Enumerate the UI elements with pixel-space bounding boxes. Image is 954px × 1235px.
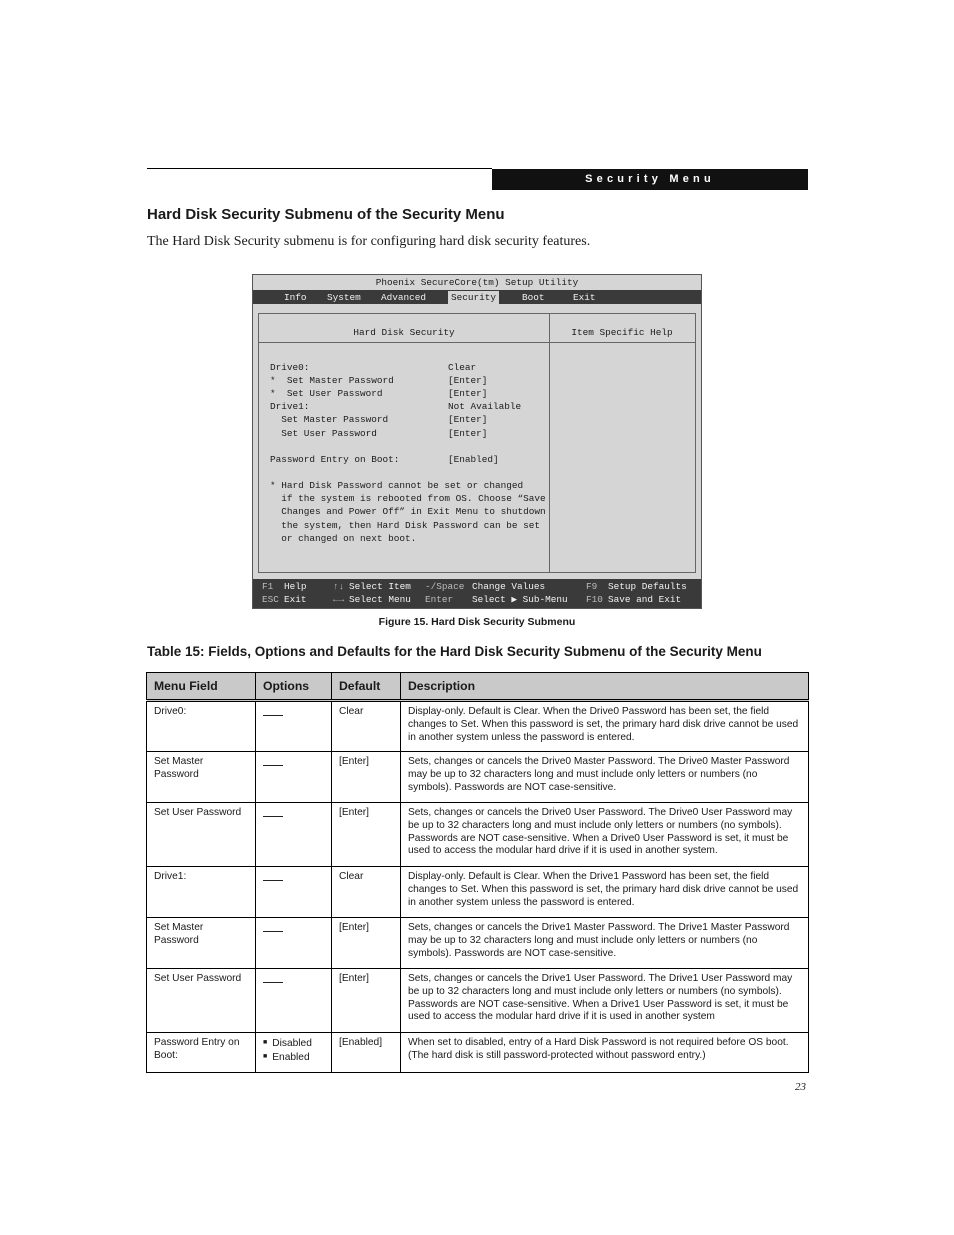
key-enter: Enter — [425, 594, 454, 605]
menu-field-cell: Password Entry on Boot: — [147, 1033, 256, 1073]
option-disabled: ■ Disabled — [263, 1037, 324, 1051]
key-f10: F10 — [586, 594, 603, 605]
table-row — [147, 701, 809, 752]
no-options-dash — [263, 706, 283, 716]
bios-row-value[interactable]: [Enter] — [448, 375, 488, 386]
bios-row-label: Drive0: — [270, 362, 310, 373]
bios-help-header: Item Specific Help — [571, 327, 673, 338]
description-cell: When set to disabled, entry of a Hard Disk Password is not required before OS boot. (The hard disk is still password-protected without password entry.) — [401, 1033, 809, 1073]
column-header: Default — [332, 673, 401, 701]
arrow-left-right-icon: ←→ — [333, 594, 345, 605]
bios-menu-boot[interactable]: Boot — [522, 292, 545, 303]
bios-note-line: if the system is rebooted from OS. Choose “Save — [270, 493, 546, 504]
bios-title: Phoenix SecureCore(tm) Setup Utility — [375, 277, 579, 288]
no-options-dash — [263, 756, 283, 766]
bios-menu-system[interactable]: System — [327, 292, 361, 303]
no-options-dash — [263, 973, 283, 983]
section-banner: Security Menu — [492, 169, 808, 190]
bios-note-line: or changed on next boot. — [270, 533, 417, 544]
default-cell: Clear — [332, 867, 401, 918]
fields-table — [146, 672, 809, 1073]
menu-field-cell: Set Master Password — [147, 752, 256, 803]
description-cell: Sets, changes or cancels the Drive1 User Password. The Drive1 User Password may be up to 32 characters long and must include only letters or numbers (no symbols). Passwords are NOT case-sensitive. When a Drive1 User Password is set, it must be used to access the modular hard drive if it is used in another system — [401, 969, 809, 1033]
table-row — [147, 752, 809, 803]
bios-note-line: Changes and Power Off” in Exit Menu to shutdown — [270, 506, 546, 517]
no-options-dash — [263, 922, 283, 932]
table-header-row — [147, 673, 809, 701]
key-f9: F9 — [586, 581, 598, 592]
bios-note-line: * Hard Disk Password cannot be set or changed — [270, 480, 524, 491]
bios-footer — [253, 579, 701, 608]
select-menu-desc: Select Menu — [349, 594, 411, 605]
bios-row-value[interactable]: [Enter] — [448, 414, 488, 425]
key-f1-desc: Help — [284, 581, 307, 592]
bios-row-value[interactable]: [Enter] — [448, 428, 488, 439]
default-cell: [Enter] — [332, 918, 401, 969]
options-cell — [256, 867, 332, 918]
menu-field-cell: Set User Password — [147, 803, 256, 867]
column-header: Options — [256, 673, 332, 701]
section-heading: Hard Disk Security Submenu of the Security Menu — [147, 206, 505, 223]
description-cell: Sets, changes or cancels the Drive0 User Password. The Drive0 User Password may be up to 32 characters long and must include only letters or numbers (no symbols). Passwords are NOT case-sensitive. When a Drive0 User Password is set, it must be used to access the modular hard drive if it is used in another system. — [401, 803, 809, 867]
bios-note-line: the system, then Hard Disk Password can be set — [270, 520, 541, 531]
key-f1: F1 — [262, 581, 274, 592]
bios-row-label[interactable]: Password Entry on Boot: — [270, 454, 400, 465]
default-cell: Clear — [332, 701, 401, 752]
bios-menu-exit[interactable]: Exit — [573, 292, 596, 303]
bios-panel-header: Hard Disk Security — [353, 327, 455, 338]
bios-row-label[interactable]: * Set User Password — [270, 388, 383, 399]
bios-row-label[interactable]: Set Master Password — [270, 414, 389, 425]
bios-row-value: Clear — [448, 362, 477, 373]
description-cell: Sets, changes or cancels the Drive0 Master Password. The Drive0 Master Password may be up to 32 characters long and must include only letters or numbers (no symbols). Passwords are NOT case-sensitive. — [401, 752, 809, 803]
description-cell: Sets, changes or cancels the Drive1 Master Password. The Drive1 Master Password may be up to 32 characters long and must include only letters or numbers (no symbols). Passwords are NOT case-sensitive. — [401, 918, 809, 969]
figure-caption: Figure 15. Hard Disk Security Submenu — [378, 616, 576, 628]
options-cell — [256, 803, 332, 867]
bios-row-label[interactable]: Set User Password — [270, 428, 377, 439]
default-cell: [Enabled] — [332, 1033, 401, 1073]
options-cell — [256, 1033, 332, 1073]
bios-menu-advanced[interactable]: Advanced — [381, 292, 427, 303]
key-f10-desc: Save and Exit — [608, 594, 682, 605]
bios-help-panel — [549, 313, 696, 573]
column-header: Menu Field — [147, 673, 256, 701]
default-cell: [Enter] — [332, 752, 401, 803]
column-header: Description — [401, 673, 809, 701]
table-row — [147, 867, 809, 918]
table-row — [147, 969, 809, 1033]
arrow-up-down-icon: ↑↓ — [333, 581, 345, 592]
options-cell — [256, 701, 332, 752]
key-space: -/Space — [425, 581, 465, 592]
table-row — [147, 918, 809, 969]
bios-row-label: Drive1: — [270, 401, 310, 412]
description-cell: Display-only. Default is Clear. When the Drive1 Password has been set, the field changes to Set. When this password is set, the primary hard disk drive cannot be used in another system unless the password is entered. — [401, 867, 809, 918]
change-values-desc: Change Values — [472, 581, 546, 592]
bios-row-value: Not Available — [448, 401, 522, 412]
header-rule — [147, 168, 492, 169]
key-f9-desc: Setup Defaults — [608, 581, 687, 592]
options-cell — [256, 752, 332, 803]
no-options-dash — [263, 807, 283, 817]
table-row — [147, 803, 809, 867]
bios-setup-screen — [252, 274, 702, 609]
menu-field-cell: Drive1: — [147, 867, 256, 918]
default-cell: [Enter] — [332, 803, 401, 867]
bios-row-value[interactable]: [Enter] — [448, 388, 488, 399]
options-cell — [256, 969, 332, 1033]
intro-paragraph: The Hard Disk Security submenu is for configuring hard disk security features. — [147, 234, 591, 249]
bios-menu-info[interactable]: Info — [284, 292, 307, 303]
key-esc-desc: Exit — [284, 594, 307, 605]
table-title: Table 15: Fields, Options and Defaults for the Hard Disk Security Submenu of the Security Menu — [147, 644, 762, 659]
select-item-desc: Select Item — [349, 581, 411, 592]
page-number: 23 — [795, 1081, 806, 1093]
sub-menu-desc: Select ▶ Sub-Menu — [472, 594, 568, 605]
bios-menu-security[interactable]: Security — [448, 291, 499, 304]
no-options-dash — [263, 871, 283, 881]
table-row — [147, 1033, 809, 1073]
menu-field-cell: Set Master Password — [147, 918, 256, 969]
bios-menubar — [253, 290, 701, 304]
menu-field-cell: Set User Password — [147, 969, 256, 1033]
default-cell: [Enter] — [332, 969, 401, 1033]
options-cell — [256, 918, 332, 969]
bios-row-value[interactable]: [Enabled] — [448, 454, 499, 465]
option-enabled: ■ Enabled — [263, 1051, 324, 1065]
description-cell: Display-only. Default is Clear. When the Drive0 Password has been set, the field changes to Set. When this password is set, the primary hard disk drive cannot be used in another system unless the password is entered. — [401, 701, 809, 752]
key-esc: ESC — [262, 594, 279, 605]
bios-panel-divider — [258, 342, 696, 343]
menu-field-cell: Drive0: — [147, 701, 256, 752]
bios-row-label[interactable]: * Set Master Password — [270, 375, 394, 386]
